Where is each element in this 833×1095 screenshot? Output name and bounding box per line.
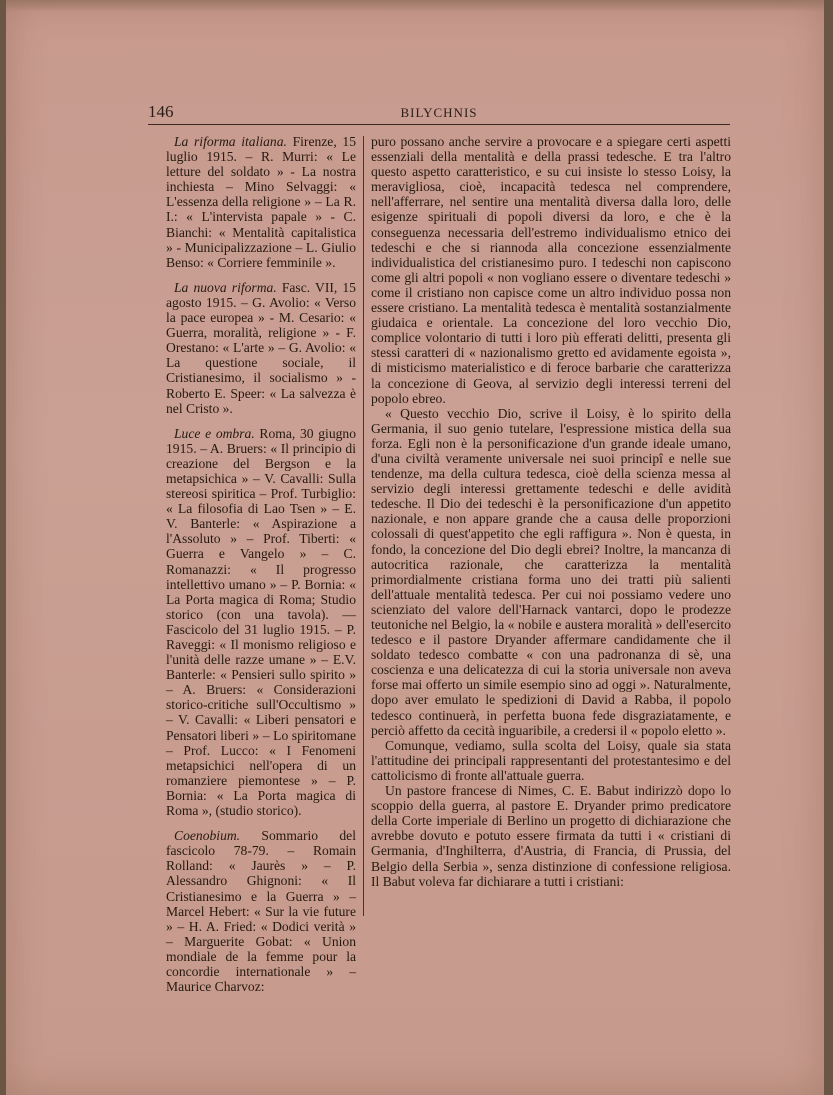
journal-entry — [166, 280, 356, 416]
journal-contents: Roma, 30 giugno 1915. – A. Bruers: « Il principio di creazione del Bergson e la metapsichica » – V. Cavalli: Sulla stereosi spiritica – Prof. Turbiglio: « La filosofia di Lao Tsen » – E. V. Banterle: « Aspirazione a l'Assoluto » – Prof. Tiberti: « Guerra e Vangelo » – C. Romanazzi: « Il progresso intellettivo umano » – P. Bornia: « La Porta magica di Roma; Studio storico (con una tavola). — Fascicolo del 31 luglio 1915. – P. Raveggi: « Il monismo religioso e l'unità delle razze umane » – E.V. Banterle: « Pensieri sullo spirito » – A. Bruers: « Considerazioni storico-critiche sull'Occultismo » – V. Cavalli: « Liberi pensatori e Pensatori liberi » – Lo spiritomane – Prof. Lucco: « I Fenomeni metapsichici nell'opera di un romanziere piemontese » – P. Bornia: « La Porta magica di Roma », (studio storico). — [166, 425, 357, 819]
journal-entry — [166, 134, 356, 270]
page-number: 146 — [148, 102, 174, 121]
journal-contents: Fasc. VII, 15 agosto 1915. – G. Avolio: « Verso la pace europea » - M. Cesario: « Guerra, moralità, religione » - F. Orestano: « L'arte » – G. Avolio: « La questione sociale, il Cristianesimo, il socialismo » - Roberto E. Speer: « La salvezza è nel Cristo ». — [166, 279, 356, 416]
journal-title: La nuova riforma. — [174, 279, 277, 295]
body-paragraph: Un pastore francese di Nimes, C. E. Babut indirizzò dopo lo scoppio della guerra, al pastore E. Dryander primo predicatore della Corte imperiale di Berlino un progetto di dichiarazione che avrebbe dovuto e potuto essere firmata da tutti i « cristiani di Germania, d'Inghilterra, d'Austria, di Francia, di Prussia, del Belgio della Serbia », senza distinzione di confessione religiosa. Il Babut voleva far dichiarare a tutti i cristiani: — [371, 783, 731, 889]
journal-contents: Firenze, 15 luglio 1915. – R. Murri: « Le letture del soldato » - La nostra inchiesta – Mino Selvaggi: « L'essenza della religione » – La R. I.: « L'intervista papale » - C. Bianchi: « Mentalità capitalistica » - Municipalizzazione – L. Giulio Benso: « Corriere femminile ». — [166, 134, 356, 270]
journal-entry — [166, 426, 356, 818]
page-edge-shadow — [6, 0, 824, 12]
column-divider — [363, 136, 364, 916]
journal-contents: Sommario del fascicolo 78-79. – Romain Rolland: « Jaurès » – P. Alessandro Ghignoni: « Il Cristianesimo e la Guerra » – Marcel Hebert: « Sur la vie future » – H. A. Fried: « Dodici verità » – Marguerite Gobat: « Union mondiale de la femme pour la concordie internationale » – Maurice Charvoz: — [166, 828, 356, 995]
body-paragraph: « Questo vecchio Dio, scrive il Loisy, è lo spirito della Germania, il suo genio tutelare, l'espressione mistica della sua forza. Egli non è la personificazione d'un grande ideale umano, d'una civiltà veramente universale nei suoi principî e nelle sue tendenze, ma della cultura tedesca, cioè della scienza messa al servizio degli interessi grettamente tedeschi e delle avidità tedesche. Il Dio dei tedeschi è la personificazione d'un appetito nazionale, e non appare grande che a causa delle proporzioni colossali di quest'appetito che egli raffigura ». Non è questa, in fondo, la concezione del Dio degli ebrei? Inoltre, la mancanza di autocritica razionale, che caratterizza la mentalità primordialmente cristiana forma uno dei tratti più salienti dell'attuale mentalità tedesca. Per cui noi possiamo vedere uno scienziato del valore dell'Harnack vantarci, dopo le prodezze teutoniche nel Belgio, la « nobile e austera moralità » dell'esercito tedesco e il pastore Dryander affermare candidamente che il soldato tedesco combatte « con una padronanza di sè, una coscienza e una delicatezza di cui la storia universale non aveva forse mai offerto un simile esempio sino ad oggi ». Naturalmente, dopo aver emulato le spedizioni di David a Rabba, il popolo tedesco continuerà, in perfetta buona fede disgraziatamente, e perciò affetto da cecità inguaribile, a credersi il « popolo eletto ». — [371, 405, 731, 738]
running-title: BILYCHNIS — [400, 105, 478, 120]
body-paragraph: puro possano anche servire a provocare e a spiegare certi aspetti essenziali della mentalità e della prassi tedesche. E tra l'altro questo aspetto caratteristico, e su cui insiste lo stesso Loisy, la meravigliosa, cioè, incapacità tedesca nel comprendere, nell'afferrare, nel sentire una mentalità diversa dalla loro, delle esigenze spirituali di popoli diversi da loro, e che è la conseguenza necessaria dell'estremo individualismo etnico dei tedeschi e che si riannoda alla concezione essenzialmente individualistica del cristianesimo puro. I tedeschi non capiscono come gli altri popoli « non vogliano essere o diventare tedeschi » come il cristiano non capisce come un altro individuo possa non essere cristiano. La mentalità tedesca è mentalità sostanzialmente giudaica e orientale. La concezione del loro vecchio Dio, complice volontario di tutti i loro più efferati delitti, presenta gli stessi caratteri di « nazionalismo gretto ed avidamente egoista », di misticismo materialistico e di feroce barbarie che caratterizza la concezione di Geova, al servizio degli interessi terreni del popolo ebreo. — [371, 134, 731, 406]
header-rule — [148, 124, 730, 125]
journal-title: La riforma italiana. — [174, 134, 287, 149]
page-header — [148, 100, 730, 124]
journal-entry — [166, 828, 356, 994]
journal-title: Coenobium. — [174, 828, 241, 844]
left-column — [166, 134, 356, 1004]
journal-title: Luce e ombra. — [174, 425, 255, 441]
body-paragraph: Comunque, vediamo, sulla scolta del Loisy, quale sia stata l'attitudine dei principali rappresentanti del protestantesimo e del cattolicismo di fronte all'attuale guerra. — [371, 737, 731, 783]
right-column — [371, 134, 731, 889]
book-page — [6, 0, 824, 1095]
